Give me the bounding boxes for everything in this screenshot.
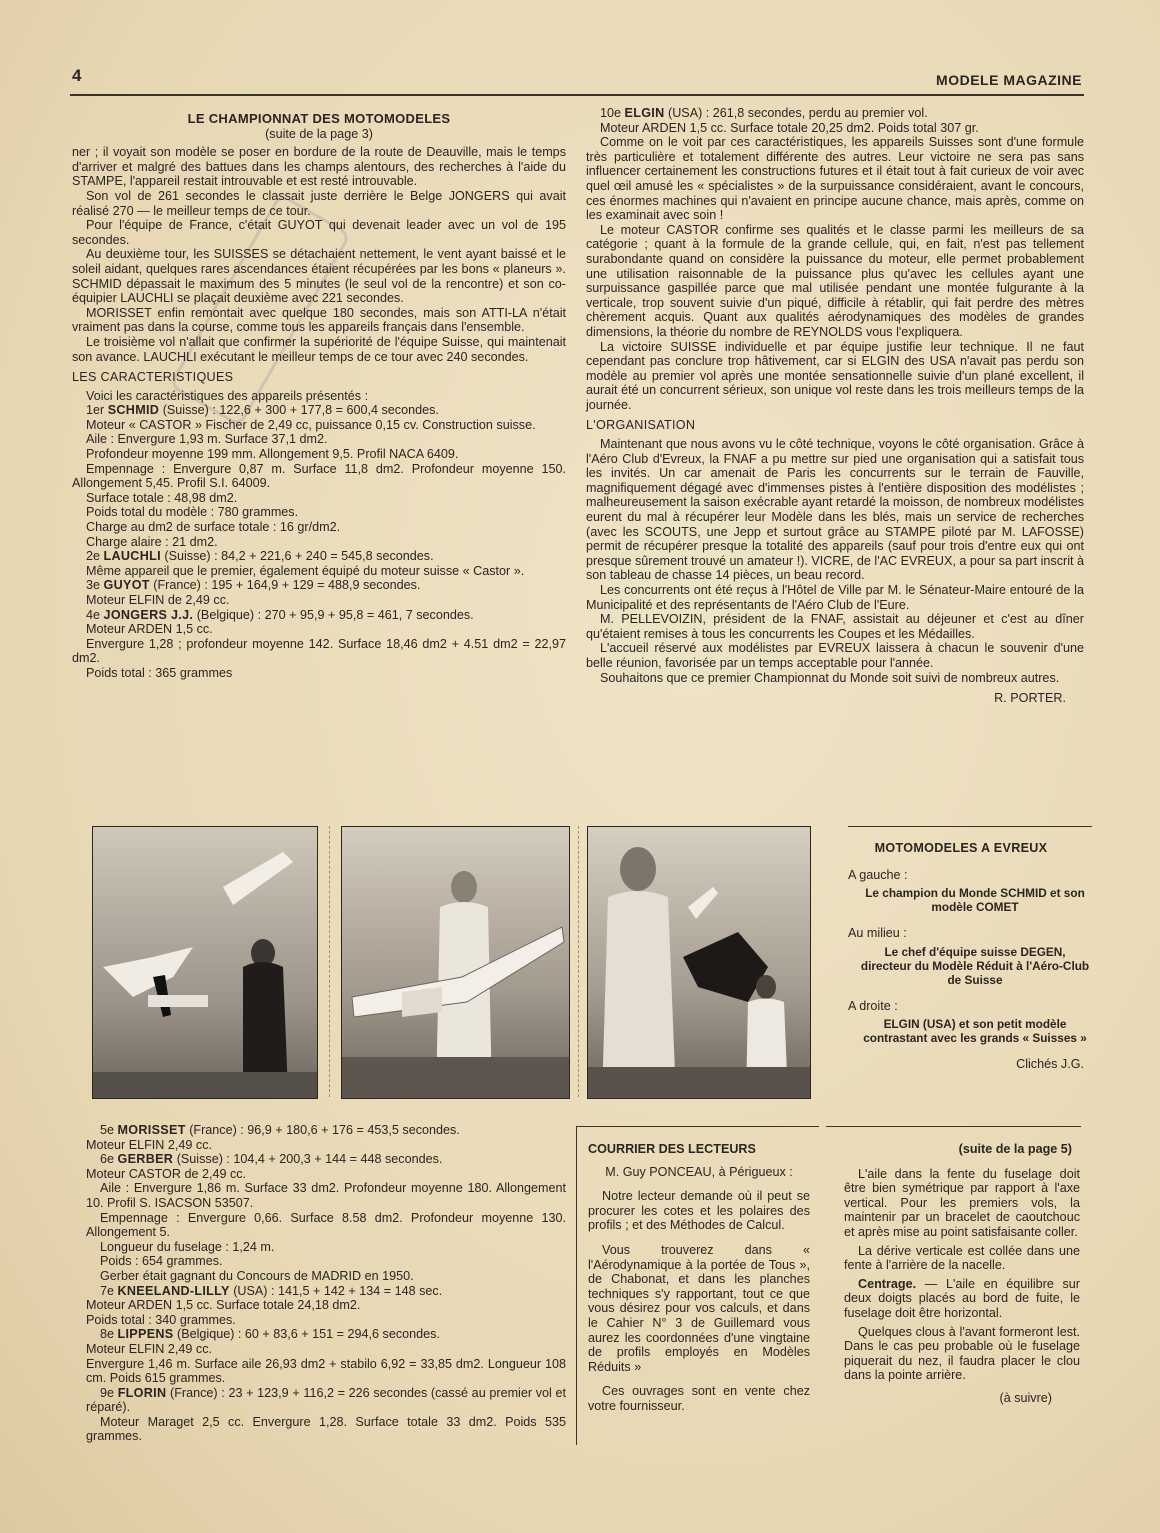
courrier-addressee: M. Guy PONCEAU, à Périgueux : <box>605 1164 793 1179</box>
photo-schmid-image <box>93 827 317 1098</box>
paragraph: L'accueil réservé aux modélistes par EVREUX laissera à chacun le souvenir d'une belle réunion, favorisée par un temps acceptable pour l'année. <box>586 641 1084 670</box>
paragraph: L'aile dans la fente du fuselage doit être bien symétrique par rapport à l'axe vertical. Pour les premiers vols, la maintenir par un bracelet de caoutchouc et après mise au point satisfaisante coller. <box>844 1166 1080 1239</box>
paragraph: Souhaitons que ce premier Championnat du Monde soit suivi de nombreux autres. <box>600 670 1060 685</box>
paragraph: Les concurrents ont été reçus à l'Hôtel de Ville par M. le Sénateur-Maire entouré de la Municipalité et des représentants de l'Aéro Club de l'Eure. <box>586 583 1084 612</box>
paragraph: Vous trouverez dans « l'Aérodynamique à la portée de Tous », de Chabonat, et dans les planches techniques s'y rapportant, tout ce que vous désirez pour vos calculs, et dans le Cahier N° 3 de Guillemard vous aurez les coordonnées d'une vingtaine de profils employés en Modèles Réduits » <box>588 1242 810 1374</box>
entry-detail: Poids total du modèle : 780 grammes. <box>86 505 299 520</box>
caption-label-left: A gauche : <box>848 867 908 882</box>
entry-detail: Moteur ELFIN 2,49 cc. <box>86 1137 212 1152</box>
entry-detail: Poids : 654 grammes. <box>100 1254 223 1269</box>
entry-detail: Envergure 1,28 ; profondeur moyenne 142. Surface 18,46 dm2 + 4.51 dm2 = 22,97 dm2. <box>72 636 566 666</box>
photo-caption <box>830 826 1092 1072</box>
paragraph: M. PELLEVOIZIN, président de la FNAF, assistait au déjeuner et c'est au dîner qu'étaient remises à tous les concurrents les Coupes et les Médailles. <box>586 612 1084 641</box>
suite-rule <box>826 1126 1081 1127</box>
entry-detail: Moteur ARDEN 1,5 cc. Surface totale 24,18 dm2. <box>86 1298 361 1313</box>
photo-degen-image <box>342 827 569 1098</box>
header-rule <box>70 94 1084 96</box>
entry-detail: Moteur « CASTOR » Fischer de 2,49 cc, puissance 0,15 cv. Construction suisse. <box>86 417 536 432</box>
section-heading: LES CARACTERISTIQUES <box>72 370 234 385</box>
paragraph: Quelques clous à l'avant formeront lest. Dans le cas peu probable où le fuselage piquerait du nez, il faudra placer le clou dans la pointe arrière. <box>844 1324 1080 1383</box>
entry-detail: Moteur ARDEN 1,5 cc. <box>86 622 213 637</box>
section-heading: L'ORGANISATION <box>586 418 696 433</box>
suite-title: (suite de la page 5) <box>958 1142 1072 1156</box>
caption-label-middle: Au milieu : <box>848 926 907 941</box>
caption-rule <box>848 826 1092 827</box>
entry-line: 1er SCHMID (Suisse) : 122,6 + 300 + 177,8 = 600,4 secondes. <box>86 403 439 418</box>
photo-credit: Clichés J.G. <box>1016 1057 1084 1072</box>
entry-line: 3e GUYOT (France) : 195 + 164,9 + 129 = 488,9 secondes. <box>86 578 421 593</box>
article-left-column <box>72 112 566 681</box>
entry-detail: Moteur ELFIN de 2,49 cc. <box>86 593 230 607</box>
entry-detail: Poids total : 365 grammes <box>86 665 233 680</box>
entry-line: 10e ELGIN (USA) : 261,8 secondes, perdu au premier vol. <box>600 106 928 120</box>
entry-detail: Envergure 1,46 m. Surface aile 26,93 dm2 + stabilo 6,92 = 33,85 dm2. Longueur 108 cm. Poids 615 grammes. <box>86 1356 566 1386</box>
paragraph: Centrage. — L'aile en équilibre sur deux doigts placés au bord de fuite, le fuselage doit être horizontal. <box>844 1276 1080 1320</box>
caption-text-right: ELGIN (USA) et son petit modèle contrastant avec les grands « Suisses » <box>863 1017 1087 1046</box>
paragraph: Le moteur CASTOR confirme ses qualités et le classe parmi les meilleurs de sa catégorie ; quant à la formule de la grande cellule, qui, en fait, n'est pas tellement surabondante quand on considère la puissance du moteur, elle permet probablement une utilisation raisonnable de la puissance plus qu'avec les cellules ayant une surpuissance gaspillée parce que mal utilisée pendant une montée fulgurante à la verticale, trop souvent suivie d'un piqué, difficile à rétablir, qui fait perdre des mètres chèrement acquis. Quant aux qualités aérodynamiques des modèles de grandes dimensions, la théorie du nombre de REYNOLDS vous l'expliquera. <box>586 222 1084 339</box>
paragraph: La dérive verticale est collée dans une fente à l'arrière de la nacelle. <box>844 1243 1080 1273</box>
entries-bottom-column <box>86 1123 566 1444</box>
article-right-column <box>586 106 1084 706</box>
paragraph: Notre lecteur demande où il peut se procurer les cotes et les polaires des profils ; et des Méthodes de Calcul. <box>588 1189 810 1233</box>
photo-separator <box>329 826 330 1097</box>
photo-separator <box>578 826 579 1097</box>
paragraph: ner ; il voyait son modèle se poser en bordure de la route de Deauville, mais le temps d'arriver et malgré des battues dans les champs alentours, des recherches à l'aide du STAMPE, l'appareil restait introuvable et est resté introuvable. <box>72 145 566 189</box>
entry-detail: Poids total : 340 grammes. <box>86 1312 236 1327</box>
entry-detail: Surface totale : 48,98 dm2. <box>86 490 238 505</box>
entry-line: 6e GERBER (Suisse) : 104,4 + 200,3 + 144 = 448 secondes. <box>100 1152 443 1167</box>
caption-text-left: Le champion du Monde SCHMID et son modèle COMET <box>865 886 1085 915</box>
suite-column <box>844 1142 1080 1406</box>
entry-detail: Moteur ARDEN 1,5 cc. Surface totale 20,25 dm2. Poids total 307 gr. <box>600 120 979 135</box>
entry-line: 5e MORISSET (France) : 96,9 + 180,6 + 176 = 453,5 secondes. <box>100 1123 460 1137</box>
entry-detail: Aile : Envergure 1,86 m. Surface 33 dm2. Profondeur moyenne 180. Allongement 10. Profil S. ISACSON 53507. <box>86 1181 566 1210</box>
entry-detail: Même appareil que le premier, également équipé du moteur suisse « Castor ». <box>86 563 525 578</box>
photo-schmid <box>92 826 318 1099</box>
entry-detail: Empennage : Envergure 0,87 m. Surface 11,8 dm2. Profondeur moyenne 150. Allongement 5,45. Profil S.I. 64009. <box>72 461 566 491</box>
article-signature: R. PORTER. <box>994 691 1066 706</box>
entry-line: 9e FLORIN (France) : 23 + 123,9 + 116,2 = 226 secondes (cassé au premier vol et réparé). <box>86 1385 566 1415</box>
entry-line: 8e LIPPENS (Belgique) : 60 + 83,6 + 151 = 294,6 secondes. <box>100 1327 440 1342</box>
paragraph: Son vol de 261 secondes le classait juste derrière le Belge JONGERS qui avait réalisé 270 — le meilleur temps de ce tour. <box>72 188 566 218</box>
paragraph: MORISSET enfin remontait avec quelque 180 secondes, mais son ATTI-LA n'était vraiment pas dans la course, comme tous les appareils français dans l'ensemble. <box>72 305 566 335</box>
entry-detail: Profondeur moyenne 199 mm. Allongement 9,5. Profil NACA 6409. <box>86 447 459 462</box>
courrier-title: COURRIER DES LECTEURS <box>588 1142 756 1156</box>
entry-detail: Moteur Maraget 2,5 cc. Envergure 1,28. Surface totale 33 dm2. Poids 535 grammes. <box>86 1414 566 1444</box>
entry-detail: Gerber était gagnant du Concours de MADRID en 1950. <box>100 1268 414 1283</box>
courrier-column <box>588 1142 810 1414</box>
magazine-title: MODELE MAGAZINE <box>936 72 1082 88</box>
entry-line: 2e LAUCHLI (Suisse) : 84,2 + 221,6 + 240 = 545,8 secondes. <box>86 549 434 564</box>
caption-text-middle: Le chef d'équipe suisse DEGEN, directeur du Modèle Réduit à l'Aéro-Club de Suisse <box>860 944 1090 987</box>
photo-elgin <box>587 826 811 1099</box>
article-title: LE CHAMPIONNAT DES MOTOMODELES <box>187 111 451 126</box>
paragraph: Maintenant que nous avons vu le côté technique, voyons le côté organisation. Grâce à l'Aéro Club d'Evreux, la FNAF a pu mettre sur pied une organisation qui a satisfait tous les invités. Un car amenait de Paris les concurrents sur le terrain de Fauville, magnifiquement dégagé avec d'immenses pistes à l'entière disposition des modélistes ; malheureusement la saison exécrable ayant retardé la moisson, de nombreux modélistes eurent du mal à récupérer leur Modèle dans les blés, mais un service de recherches (avec les SCOUTS, une Jepp et surtout grâce au STAMPE piloté par M. LAFOSSE) permit de récupérer presque la totalité des appareils (sauf pour trois d'entre eux qui ont presque sûrement trouvé un amateur !). VICRE, de l'AC EVREUX, a pour sa part inscrit à son tableau de chasse 14 pièces, un beau record. <box>586 437 1084 583</box>
paragraph: Ces ouvrages sont en vente chez votre fournisseur. <box>588 1384 810 1413</box>
paragraph: Au deuxième tour, les SUISSES se détachaient nettement, le vent ayant baissé et le soleil aidant, quelques rares ascendances étaient récupérées par les bons « planeurs ». SCHMID dépassait le maximum des 5 minutes (le seul vol de la rencontre) et son co-équipier LAUCHLI se plaçait deuxième avec 221 secondes. <box>72 247 566 306</box>
suite-end: (à suivre) <box>999 1390 1052 1405</box>
page-number: 4 <box>72 66 82 85</box>
entry-detail: Empennage : Envergure 0,66. Surface 8.58 dm2. Profondeur moyenne 130. Allongement 5. <box>86 1210 566 1240</box>
paragraph: Comme on le voit par ces caractéristiques, les appareils Suisses sont d'une formule très particulière et totalement différente des autres. Leur victoire ne sera pas sans influencer certainement les constructions futures et il était tout à fait curieux de voir avec quel œil amusé les « spécialistes » de la surpuissance considéraient, avant le concours, ces énormes machines qui n'avaient en principe aucune chance, mais après, comme on les examinait avec soin ! <box>586 135 1084 223</box>
entry-line: 4e JONGERS J.J. (Belgique) : 270 + 95,9 + 95,8 = 461, 7 secondes. <box>86 607 474 622</box>
entry-detail: Aile : Envergure 1,93 m. Surface 37,1 dm2. <box>86 432 328 447</box>
entry-detail: Longueur du fuselage : 1,24 m. <box>100 1239 275 1254</box>
entry-detail: Charge alaire : 21 dm2. <box>86 534 218 549</box>
paragraph: Pour l'équipe de France, c'était GUYOT qui devenait leader avec un vol de 195 secondes. <box>72 218 566 247</box>
paragraph: La victoire SUISSE individuelle et par équipe justifie leur technique. Il ne faut cependant pas conclure trop hâtivement, car si ELGIN des USA n'avait pas perdu son modèle au premier vol après une montée sensationnelle suivie d'un plané excellent, il aurait été un concurrent sérieux, son unique vol reste dans les trois meilleurs temps de la journée. <box>586 339 1084 412</box>
courrier-box <box>576 1126 1081 1444</box>
caption-label-right: A droite : <box>848 998 898 1013</box>
photo-elgin-image <box>588 827 810 1098</box>
entry-detail: Charge au dm2 de surface totale : 16 gr/dm2. <box>86 520 341 535</box>
entry-detail: Moteur CASTOR de 2,49 cc. <box>86 1166 247 1181</box>
entry-line: 7e KNEELAND-LILLY (USA) : 141,5 + 142 + 134 = 148 sec. <box>100 1283 443 1298</box>
paragraph: Le troisième vol n'allait que confirmer la supériorité de l'équipe Suisse, qui maintenait son avance. LAUCHLI exécutant le meilleur temps de ce tour avec 240 secondes. <box>72 334 566 364</box>
caption-title: MOTOMODELES A EVREUX <box>874 841 1048 855</box>
entry-detail: Moteur ELFIN 2,49 cc. <box>86 1341 212 1356</box>
paragraph: Voici les caractéristiques des appareils présentés : <box>86 388 369 403</box>
article-subtitle: (suite de la page 3) <box>265 126 373 141</box>
photo-degen <box>341 826 570 1099</box>
